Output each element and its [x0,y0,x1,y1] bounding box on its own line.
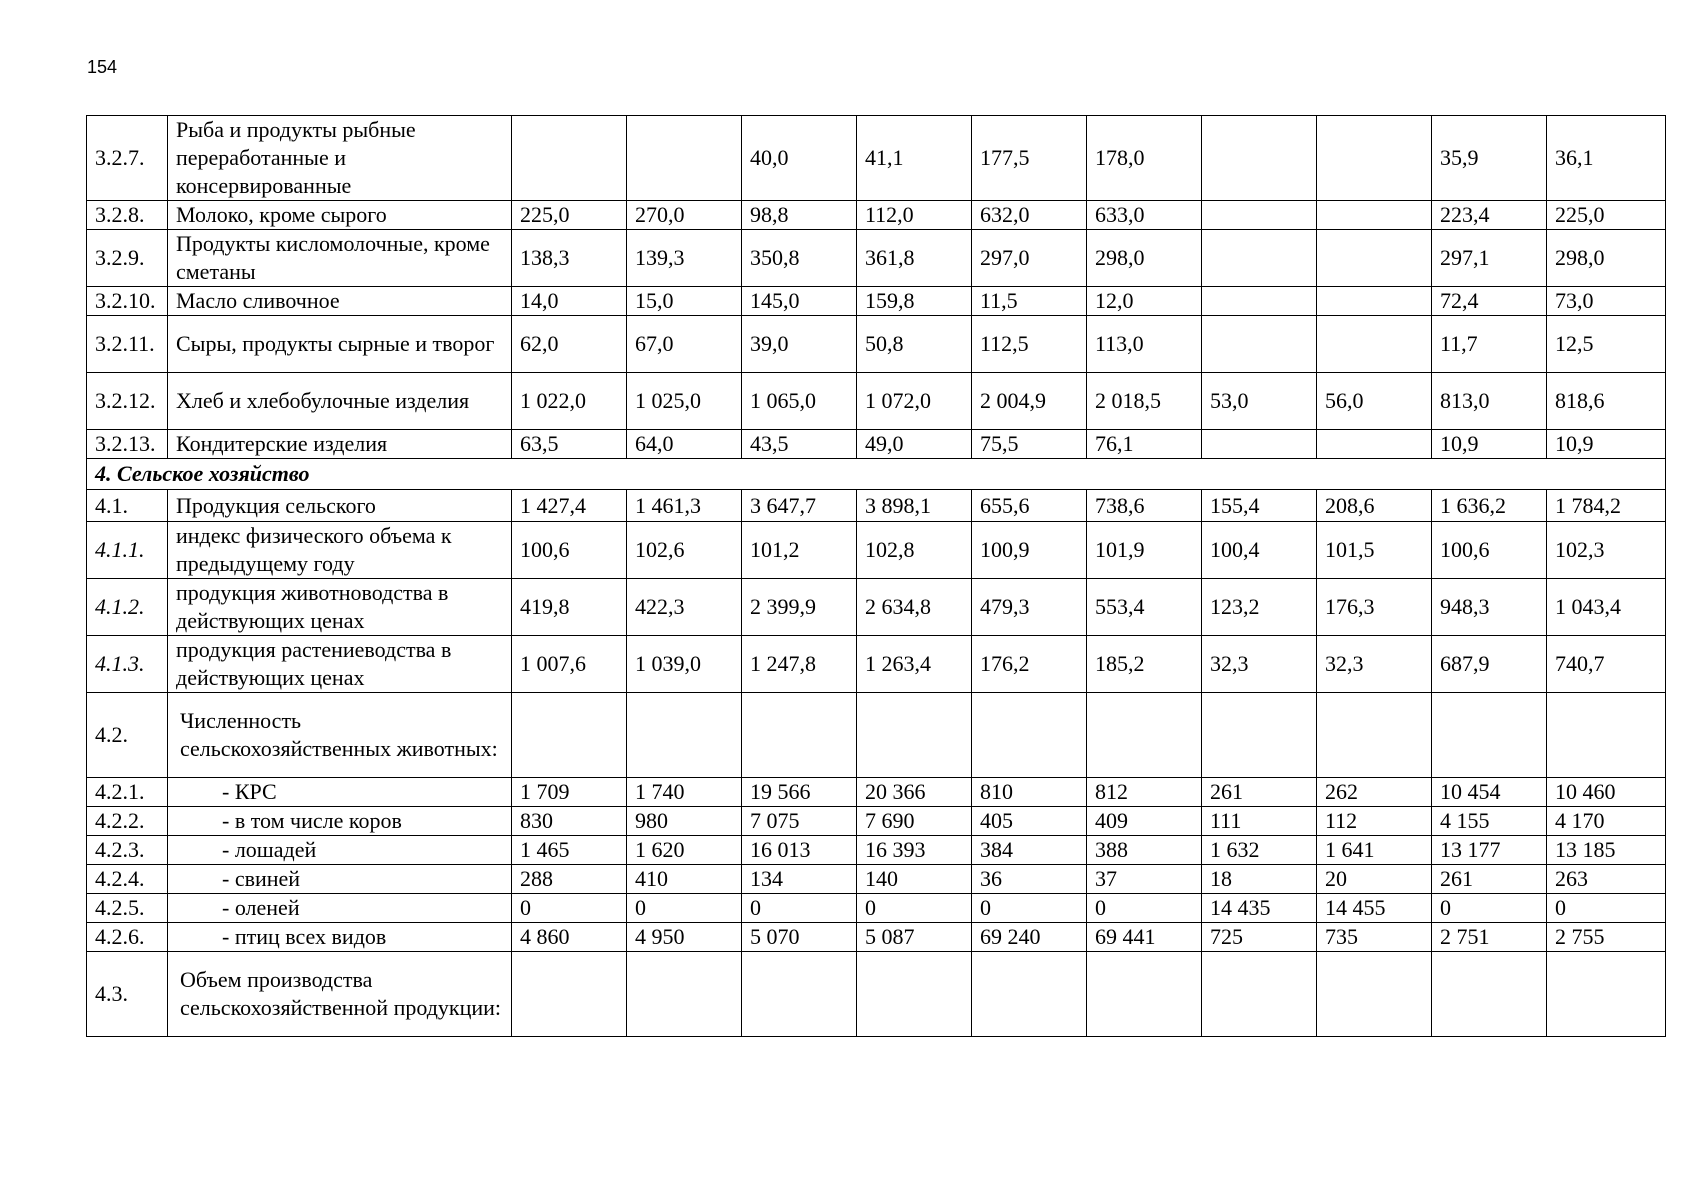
value-cell [1432,693,1547,778]
row-label: Сыры, продукты сырные и творог [168,316,512,373]
value-cell: 0 [1432,894,1547,923]
row-number: 4.1.3. [87,636,168,693]
value-cell: 185,2 [1087,636,1202,693]
value-cell: 419,8 [512,579,627,636]
value-cell: 0 [512,894,627,923]
value-cell: 830 [512,807,627,836]
value-cell: 16 393 [857,836,972,865]
value-cell: 62,0 [512,316,627,373]
value-cell: 32,3 [1202,636,1317,693]
section-row [87,459,1666,490]
value-cell [972,952,1087,1037]
value-cell [1317,430,1432,459]
table-row [87,952,1666,1037]
value-cell: 0 [1547,894,1666,923]
row-number: 4.2.3. [87,836,168,865]
value-cell: 1 784,2 [1547,490,1666,522]
value-cell: 4 860 [512,923,627,952]
table-row [87,230,1666,287]
value-cell [1547,693,1666,778]
value-cell: 15,0 [627,287,742,316]
value-cell: 2 004,9 [972,373,1087,430]
value-cell [1087,952,1202,1037]
value-cell: 297,1 [1432,230,1547,287]
table-row [87,316,1666,373]
value-cell: 818,6 [1547,373,1666,430]
row-number: 4.2.1. [87,778,168,807]
value-cell: 49,0 [857,430,972,459]
value-cell: 1 022,0 [512,373,627,430]
value-cell [1202,693,1317,778]
row-label: Хлеб и хлебобулочные изделия [168,373,512,430]
value-cell: 350,8 [742,230,857,287]
value-cell: 1 065,0 [742,373,857,430]
row-label: продукция животноводства в действующих ценах [168,579,512,636]
value-cell: 140 [857,865,972,894]
value-cell: 13 185 [1547,836,1666,865]
value-cell [1317,201,1432,230]
table-body-agriculture [87,490,1666,1037]
value-cell: 298,0 [1087,230,1202,287]
table-row [87,865,1666,894]
value-cell: 1 709 [512,778,627,807]
value-cell: 1 427,4 [512,490,627,522]
value-cell [1202,230,1317,287]
value-cell [512,952,627,1037]
value-cell: 76,1 [1087,430,1202,459]
table-row [87,287,1666,316]
value-cell: 16 013 [742,836,857,865]
row-label: Численность сельскохозяйственных животных: [168,693,512,778]
value-cell [627,952,742,1037]
value-cell [1202,287,1317,316]
value-cell: 36 [972,865,1087,894]
value-cell [1317,230,1432,287]
value-cell: 177,5 [972,116,1087,201]
value-cell [1202,952,1317,1037]
row-label: Кондитерские изделия [168,430,512,459]
value-cell: 12,0 [1087,287,1202,316]
value-cell [1317,952,1432,1037]
value-cell [1202,430,1317,459]
value-cell: 18 [1202,865,1317,894]
value-cell: 64,0 [627,430,742,459]
row-number: 4.2.2. [87,807,168,836]
value-cell: 3 647,7 [742,490,857,522]
value-cell: 112,0 [857,201,972,230]
value-cell: 101,9 [1087,522,1202,579]
row-number: 4.2.6. [87,923,168,952]
value-cell: 1 641 [1317,836,1432,865]
row-number: 3.2.7. [87,116,168,201]
value-cell [742,693,857,778]
row-label: - птиц всех видов [168,923,512,952]
value-cell: 134 [742,865,857,894]
value-cell: 32,3 [1317,636,1432,693]
value-cell: 725 [1202,923,1317,952]
value-cell: 1 043,4 [1547,579,1666,636]
table-row [87,116,1666,201]
value-cell: 10,9 [1432,430,1547,459]
value-cell: 41,1 [857,116,972,201]
value-cell: 948,3 [1432,579,1547,636]
row-label: Масло сливочное [168,287,512,316]
value-cell: 19 566 [742,778,857,807]
value-cell [1202,201,1317,230]
value-cell: 740,7 [1547,636,1666,693]
value-cell: 11,7 [1432,316,1547,373]
value-cell: 20 [1317,865,1432,894]
value-cell: 75,5 [972,430,1087,459]
value-cell: 388 [1087,836,1202,865]
row-number: 3.2.13. [87,430,168,459]
value-cell: 14,0 [512,287,627,316]
value-cell: 67,0 [627,316,742,373]
row-label: Молоко, кроме сырого [168,201,512,230]
value-cell: 422,3 [627,579,742,636]
row-number: 4.2.4. [87,865,168,894]
value-cell: 50,8 [857,316,972,373]
value-cell: 11,5 [972,287,1087,316]
value-cell [1317,316,1432,373]
value-cell: 2 755 [1547,923,1666,952]
value-cell: 633,0 [1087,201,1202,230]
value-cell: 112,5 [972,316,1087,373]
value-cell: 111 [1202,807,1317,836]
value-cell [972,693,1087,778]
value-cell: 69 240 [972,923,1087,952]
value-cell: 2 751 [1432,923,1547,952]
value-cell: 409 [1087,807,1202,836]
value-cell: 138,3 [512,230,627,287]
row-number: 4.1.1. [87,522,168,579]
value-cell: 3 898,1 [857,490,972,522]
value-cell: 1 636,2 [1432,490,1547,522]
row-label: - оленей [168,894,512,923]
table-section-agriculture [87,459,1666,490]
table-row [87,201,1666,230]
table-row [87,807,1666,836]
value-cell: 98,8 [742,201,857,230]
value-cell: 553,4 [1087,579,1202,636]
row-number: 3.2.10. [87,287,168,316]
value-cell: 0 [1087,894,1202,923]
value-cell: 145,0 [742,287,857,316]
value-cell: 123,2 [1202,579,1317,636]
value-cell: 297,0 [972,230,1087,287]
row-label: - свиней [168,865,512,894]
value-cell [857,693,972,778]
value-cell: 37 [1087,865,1202,894]
value-cell: 4 950 [627,923,742,952]
value-cell: 176,2 [972,636,1087,693]
value-cell: 1 007,6 [512,636,627,693]
value-cell: 1 039,0 [627,636,742,693]
row-label: Объем производства сельскохозяйственной продукции: [168,952,512,1037]
row-label: Продукты кисломолочные, кроме сметаны [168,230,512,287]
row-label: Продукция сельского [168,490,512,522]
value-cell: 262 [1317,778,1432,807]
table-row [87,836,1666,865]
value-cell: 101,2 [742,522,857,579]
value-cell: 1 247,8 [742,636,857,693]
data-table [86,115,1666,1037]
table-row [87,490,1666,522]
value-cell: 102,6 [627,522,742,579]
value-cell: 102,3 [1547,522,1666,579]
value-cell: 2 399,9 [742,579,857,636]
value-cell: 1 072,0 [857,373,972,430]
value-cell: 112 [1317,807,1432,836]
value-cell: 1 465 [512,836,627,865]
row-label: продукция растениеводства в действующих ценах [168,636,512,693]
value-cell: 2 018,5 [1087,373,1202,430]
value-cell: 0 [627,894,742,923]
value-cell: 100,6 [512,522,627,579]
value-cell: 298,0 [1547,230,1666,287]
row-number: 4.3. [87,952,168,1037]
value-cell: 223,4 [1432,201,1547,230]
value-cell: 101,5 [1317,522,1432,579]
row-label: - КРС [168,778,512,807]
value-cell [1087,693,1202,778]
value-cell: 63,5 [512,430,627,459]
value-cell [512,116,627,201]
value-cell [857,952,972,1037]
page-number: 154 [87,57,118,77]
value-cell: 410 [627,865,742,894]
value-cell [1317,116,1432,201]
value-cell: 288 [512,865,627,894]
value-cell: 810 [972,778,1087,807]
value-cell: 5 070 [742,923,857,952]
value-cell: 40,0 [742,116,857,201]
row-number: 4.2.5. [87,894,168,923]
value-cell: 1 025,0 [627,373,742,430]
value-cell: 73,0 [1547,287,1666,316]
value-cell: 10 460 [1547,778,1666,807]
value-cell: 10,9 [1547,430,1666,459]
value-cell: 53,0 [1202,373,1317,430]
value-cell: 270,0 [627,201,742,230]
value-cell: 113,0 [1087,316,1202,373]
row-number: 3.2.11. [87,316,168,373]
value-cell: 43,5 [742,430,857,459]
value-cell [1202,316,1317,373]
table-row [87,778,1666,807]
row-label: Рыба и продукты рыбные переработанные и консервированные [168,116,512,201]
value-cell: 176,3 [1317,579,1432,636]
value-cell: 7 690 [857,807,972,836]
table-row [87,373,1666,430]
value-cell: 102,8 [857,522,972,579]
row-label: - в том числе коров [168,807,512,836]
value-cell: 0 [857,894,972,923]
value-cell [1202,116,1317,201]
value-cell: 655,6 [972,490,1087,522]
value-cell: 20 366 [857,778,972,807]
row-number: 4.1.2. [87,579,168,636]
table-row [87,894,1666,923]
value-cell: 813,0 [1432,373,1547,430]
value-cell: 36,1 [1547,116,1666,201]
value-cell [1317,287,1432,316]
value-cell: 72,4 [1432,287,1547,316]
value-cell: 735 [1317,923,1432,952]
table-row [87,430,1666,459]
value-cell [1317,693,1432,778]
row-number: 3.2.12. [87,373,168,430]
value-cell: 2 634,8 [857,579,972,636]
value-cell: 1 740 [627,778,742,807]
value-cell: 261 [1202,778,1317,807]
value-cell: 69 441 [1087,923,1202,952]
value-cell: 1 632 [1202,836,1317,865]
value-cell: 632,0 [972,201,1087,230]
value-cell: 155,4 [1202,490,1317,522]
value-cell: 361,8 [857,230,972,287]
row-label: - лошадей [168,836,512,865]
row-number: 4.2. [87,693,168,778]
value-cell: 100,9 [972,522,1087,579]
value-cell [742,952,857,1037]
row-label: индекс физического объема к предыдущему году [168,522,512,579]
table-row [87,923,1666,952]
value-cell: 980 [627,807,742,836]
value-cell: 405 [972,807,1087,836]
row-number: 3.2.9. [87,230,168,287]
value-cell [627,693,742,778]
value-cell [1547,952,1666,1037]
value-cell: 261 [1432,865,1547,894]
table-row [87,522,1666,579]
value-cell: 738,6 [1087,490,1202,522]
table-row [87,693,1666,778]
value-cell: 0 [972,894,1087,923]
value-cell: 812 [1087,778,1202,807]
value-cell: 479,3 [972,579,1087,636]
value-cell: 208,6 [1317,490,1432,522]
value-cell: 7 075 [742,807,857,836]
value-cell: 0 [742,894,857,923]
value-cell: 35,9 [1432,116,1547,201]
value-cell: 10 454 [1432,778,1547,807]
value-cell: 225,0 [1547,201,1666,230]
value-cell: 14 435 [1202,894,1317,923]
value-cell [1432,952,1547,1037]
value-cell: 1 620 [627,836,742,865]
value-cell [512,693,627,778]
value-cell: 1 263,4 [857,636,972,693]
value-cell: 100,6 [1432,522,1547,579]
value-cell: 225,0 [512,201,627,230]
value-cell: 100,4 [1202,522,1317,579]
value-cell: 263 [1547,865,1666,894]
value-cell: 4 155 [1432,807,1547,836]
value-cell: 12,5 [1547,316,1666,373]
table-row [87,636,1666,693]
value-cell: 384 [972,836,1087,865]
section-heading: 4. Сельское хозяйство [87,459,1666,490]
value-cell: 139,3 [627,230,742,287]
value-cell [627,116,742,201]
value-cell: 13 177 [1432,836,1547,865]
row-number: 4.1. [87,490,168,522]
value-cell: 1 461,3 [627,490,742,522]
value-cell: 56,0 [1317,373,1432,430]
value-cell: 159,8 [857,287,972,316]
value-cell: 14 455 [1317,894,1432,923]
value-cell: 39,0 [742,316,857,373]
value-cell: 5 087 [857,923,972,952]
table-body-manufacturing [87,116,1666,459]
table-row [87,579,1666,636]
row-number: 3.2.8. [87,201,168,230]
value-cell: 178,0 [1087,116,1202,201]
value-cell: 4 170 [1547,807,1666,836]
value-cell: 687,9 [1432,636,1547,693]
